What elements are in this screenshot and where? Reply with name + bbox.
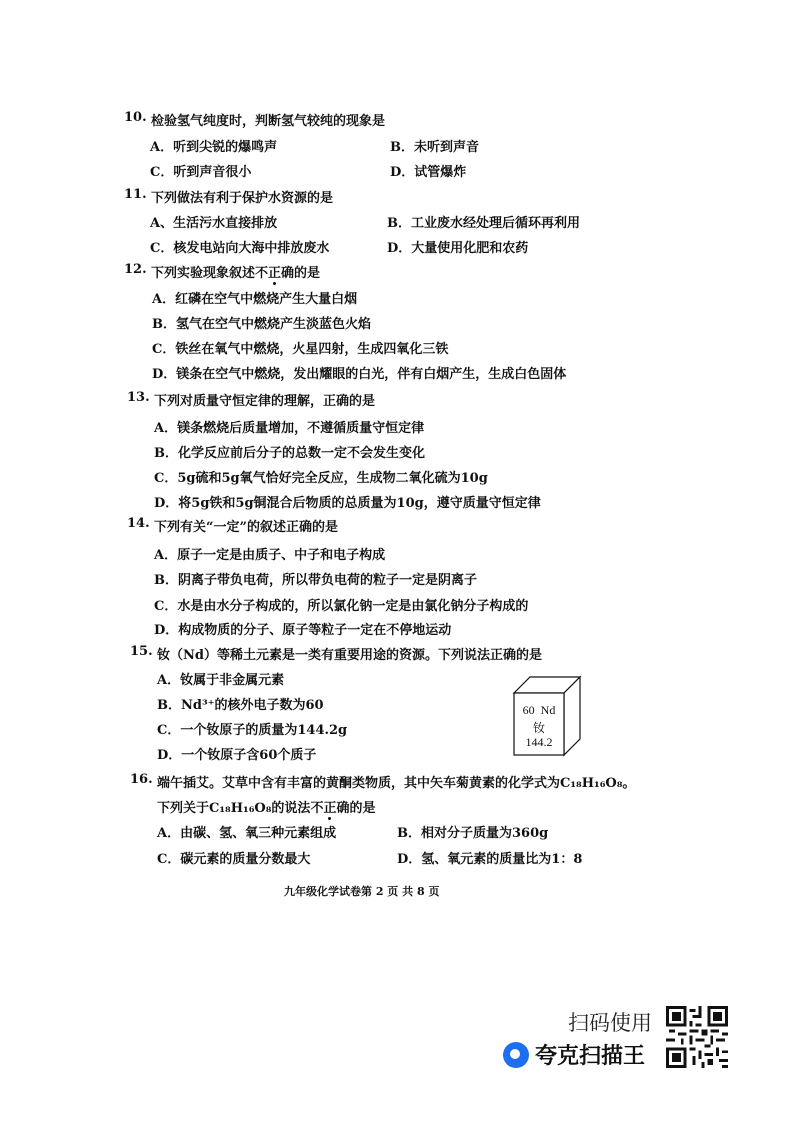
question-15-option-a: A．钕属于非金属元素 bbox=[157, 673, 285, 688]
brand-name: 夸克扫描王 bbox=[535, 1044, 646, 1069]
question-16-stem2-part-c: 的是 bbox=[349, 801, 376, 816]
question-15-option-c: C．一个钕原子的质量为144.2g bbox=[157, 723, 348, 738]
question-15-option-b: B．Nd³⁺的核外电子数为60 bbox=[157, 698, 324, 713]
question-15-stem: 钕（Nd）等稀土元素是一类有重要用途的资源。下列说法正确的是 bbox=[157, 648, 542, 663]
question-12-number: 12. bbox=[124, 262, 147, 277]
question-16-option-d: D．氢、氧元素的质量比为1：8 bbox=[397, 852, 583, 867]
question-12-stem-part-c: 的是 bbox=[294, 266, 321, 281]
question-14-option-d: D．构成物质的分子、原子等粒子一定在不停地运动 bbox=[154, 623, 452, 638]
question-16-stem2-part-a: 下列关于C₁₈H₁₆O₈的说法 bbox=[157, 801, 311, 816]
question-15-number: 15. bbox=[130, 644, 153, 659]
question-12-option-c: C．铁丝在氧气中燃烧，火星四射，生成四氧化三铁 bbox=[152, 342, 449, 357]
question-12-stem bbox=[151, 262, 320, 281]
element-mass: 144.2 bbox=[525, 735, 553, 749]
question-11-option-c: C．核发电站向大海中排放废水 bbox=[150, 241, 330, 256]
question-12-emphasis: 不正确 bbox=[255, 266, 295, 281]
question-14-stem: 下列有关“一定”的叙述正确的是 bbox=[154, 520, 338, 535]
element-number-symbol bbox=[514, 703, 564, 718]
question-11-option-d: D．大量使用化肥和农药 bbox=[387, 241, 529, 256]
question-13-stem: 下列对质量守恒定律的理解，正确的是 bbox=[154, 394, 376, 409]
question-10-option-a: A．听到尖锐的爆鸣声 bbox=[150, 140, 278, 155]
question-16-option-b: B．相对分子质量为360g bbox=[397, 826, 549, 841]
element-name: 钕 bbox=[532, 721, 545, 735]
question-11-stem: 下列做法有利于保护水资源的是 bbox=[151, 191, 334, 206]
question-10-option-d: D．试管爆炸 bbox=[390, 165, 467, 180]
brand-logo-icon bbox=[503, 1042, 529, 1068]
question-10-stem: 检验氢气纯度时，判断氢气较纯的现象是 bbox=[151, 114, 386, 129]
question-16-emphasis: 不正确 bbox=[310, 801, 350, 816]
question-10-option-c: C．听到声音很小 bbox=[150, 165, 252, 180]
element-symbol: Nd bbox=[540, 703, 556, 717]
question-16-option-a: A．由碳、氢、氧三种元素组成 bbox=[157, 826, 337, 841]
question-14-option-c: C．水是由水分子构成的，所以氯化钠一定是由氯化钠分子构成的 bbox=[154, 599, 529, 614]
question-13-option-b: B．化学反应前后分子的总数一定不会发生变化 bbox=[154, 446, 425, 461]
brand-logo bbox=[503, 1039, 645, 1070]
question-13-option-a: A．镁条燃烧后质量增加，不遵循质量守恒定律 bbox=[154, 421, 425, 436]
qr-code-icon[interactable] bbox=[666, 1006, 728, 1068]
question-10-option-b: B．未听到声音 bbox=[390, 140, 479, 155]
periodic-element-box bbox=[512, 675, 582, 757]
question-16-stem: 端午插艾。艾草中含有丰富的黄酮类物质，其中矢车菊黄素的化学式为C₁₈H₁₆O₈。 bbox=[157, 776, 636, 791]
question-13-option-d: D．将5g铁和5g铜混合后物质的总质量为10g，遵守质量守恒定律 bbox=[154, 496, 541, 511]
question-13-option-c: C．5g硫和5g氧气恰好完全反应，生成物二氧化硫为10g bbox=[154, 471, 488, 486]
scan-to-use-label: 扫码使用 bbox=[568, 1011, 652, 1035]
question-10-number: 10. bbox=[124, 110, 147, 125]
question-16-number: 16. bbox=[130, 772, 153, 787]
question-16-stem-line2 bbox=[157, 797, 375, 816]
question-12-option-d: D．镁条在空气中燃烧，发出耀眼的白光，伴有白烟产生，生成白色固体 bbox=[152, 367, 567, 382]
question-12-option-a: A．红磷在空气中燃烧产生大量白烟 bbox=[152, 292, 358, 307]
question-11-option-b: B．工业废水经处理后循环再利用 bbox=[387, 216, 580, 231]
question-15-option-d: D．一个钕原子含60个质子 bbox=[157, 748, 317, 763]
element-atomic-number: 60 bbox=[522, 703, 535, 717]
question-11-number: 11. bbox=[124, 187, 147, 202]
question-14-option-b: B．阴离子带负电荷，所以带负电荷的粒子一定是阴离子 bbox=[154, 573, 477, 588]
page-footer: 九年级化学试卷第 2 页 共 8 页 bbox=[284, 885, 440, 898]
question-11-option-a: A、生活污水直接排放 bbox=[150, 216, 278, 231]
question-13-number: 13. bbox=[127, 390, 150, 405]
question-12-option-b: B．氢气在空气中燃烧产生淡蓝色火焰 bbox=[152, 317, 371, 332]
question-14-option-a: A．原子一定是由质子、中子和电子构成 bbox=[154, 548, 386, 563]
question-14-number: 14. bbox=[127, 516, 150, 531]
question-12-stem-part-a: 下列实验现象叙述 bbox=[151, 266, 256, 281]
question-16-option-c: C．碳元素的质量分数最大 bbox=[157, 852, 311, 867]
